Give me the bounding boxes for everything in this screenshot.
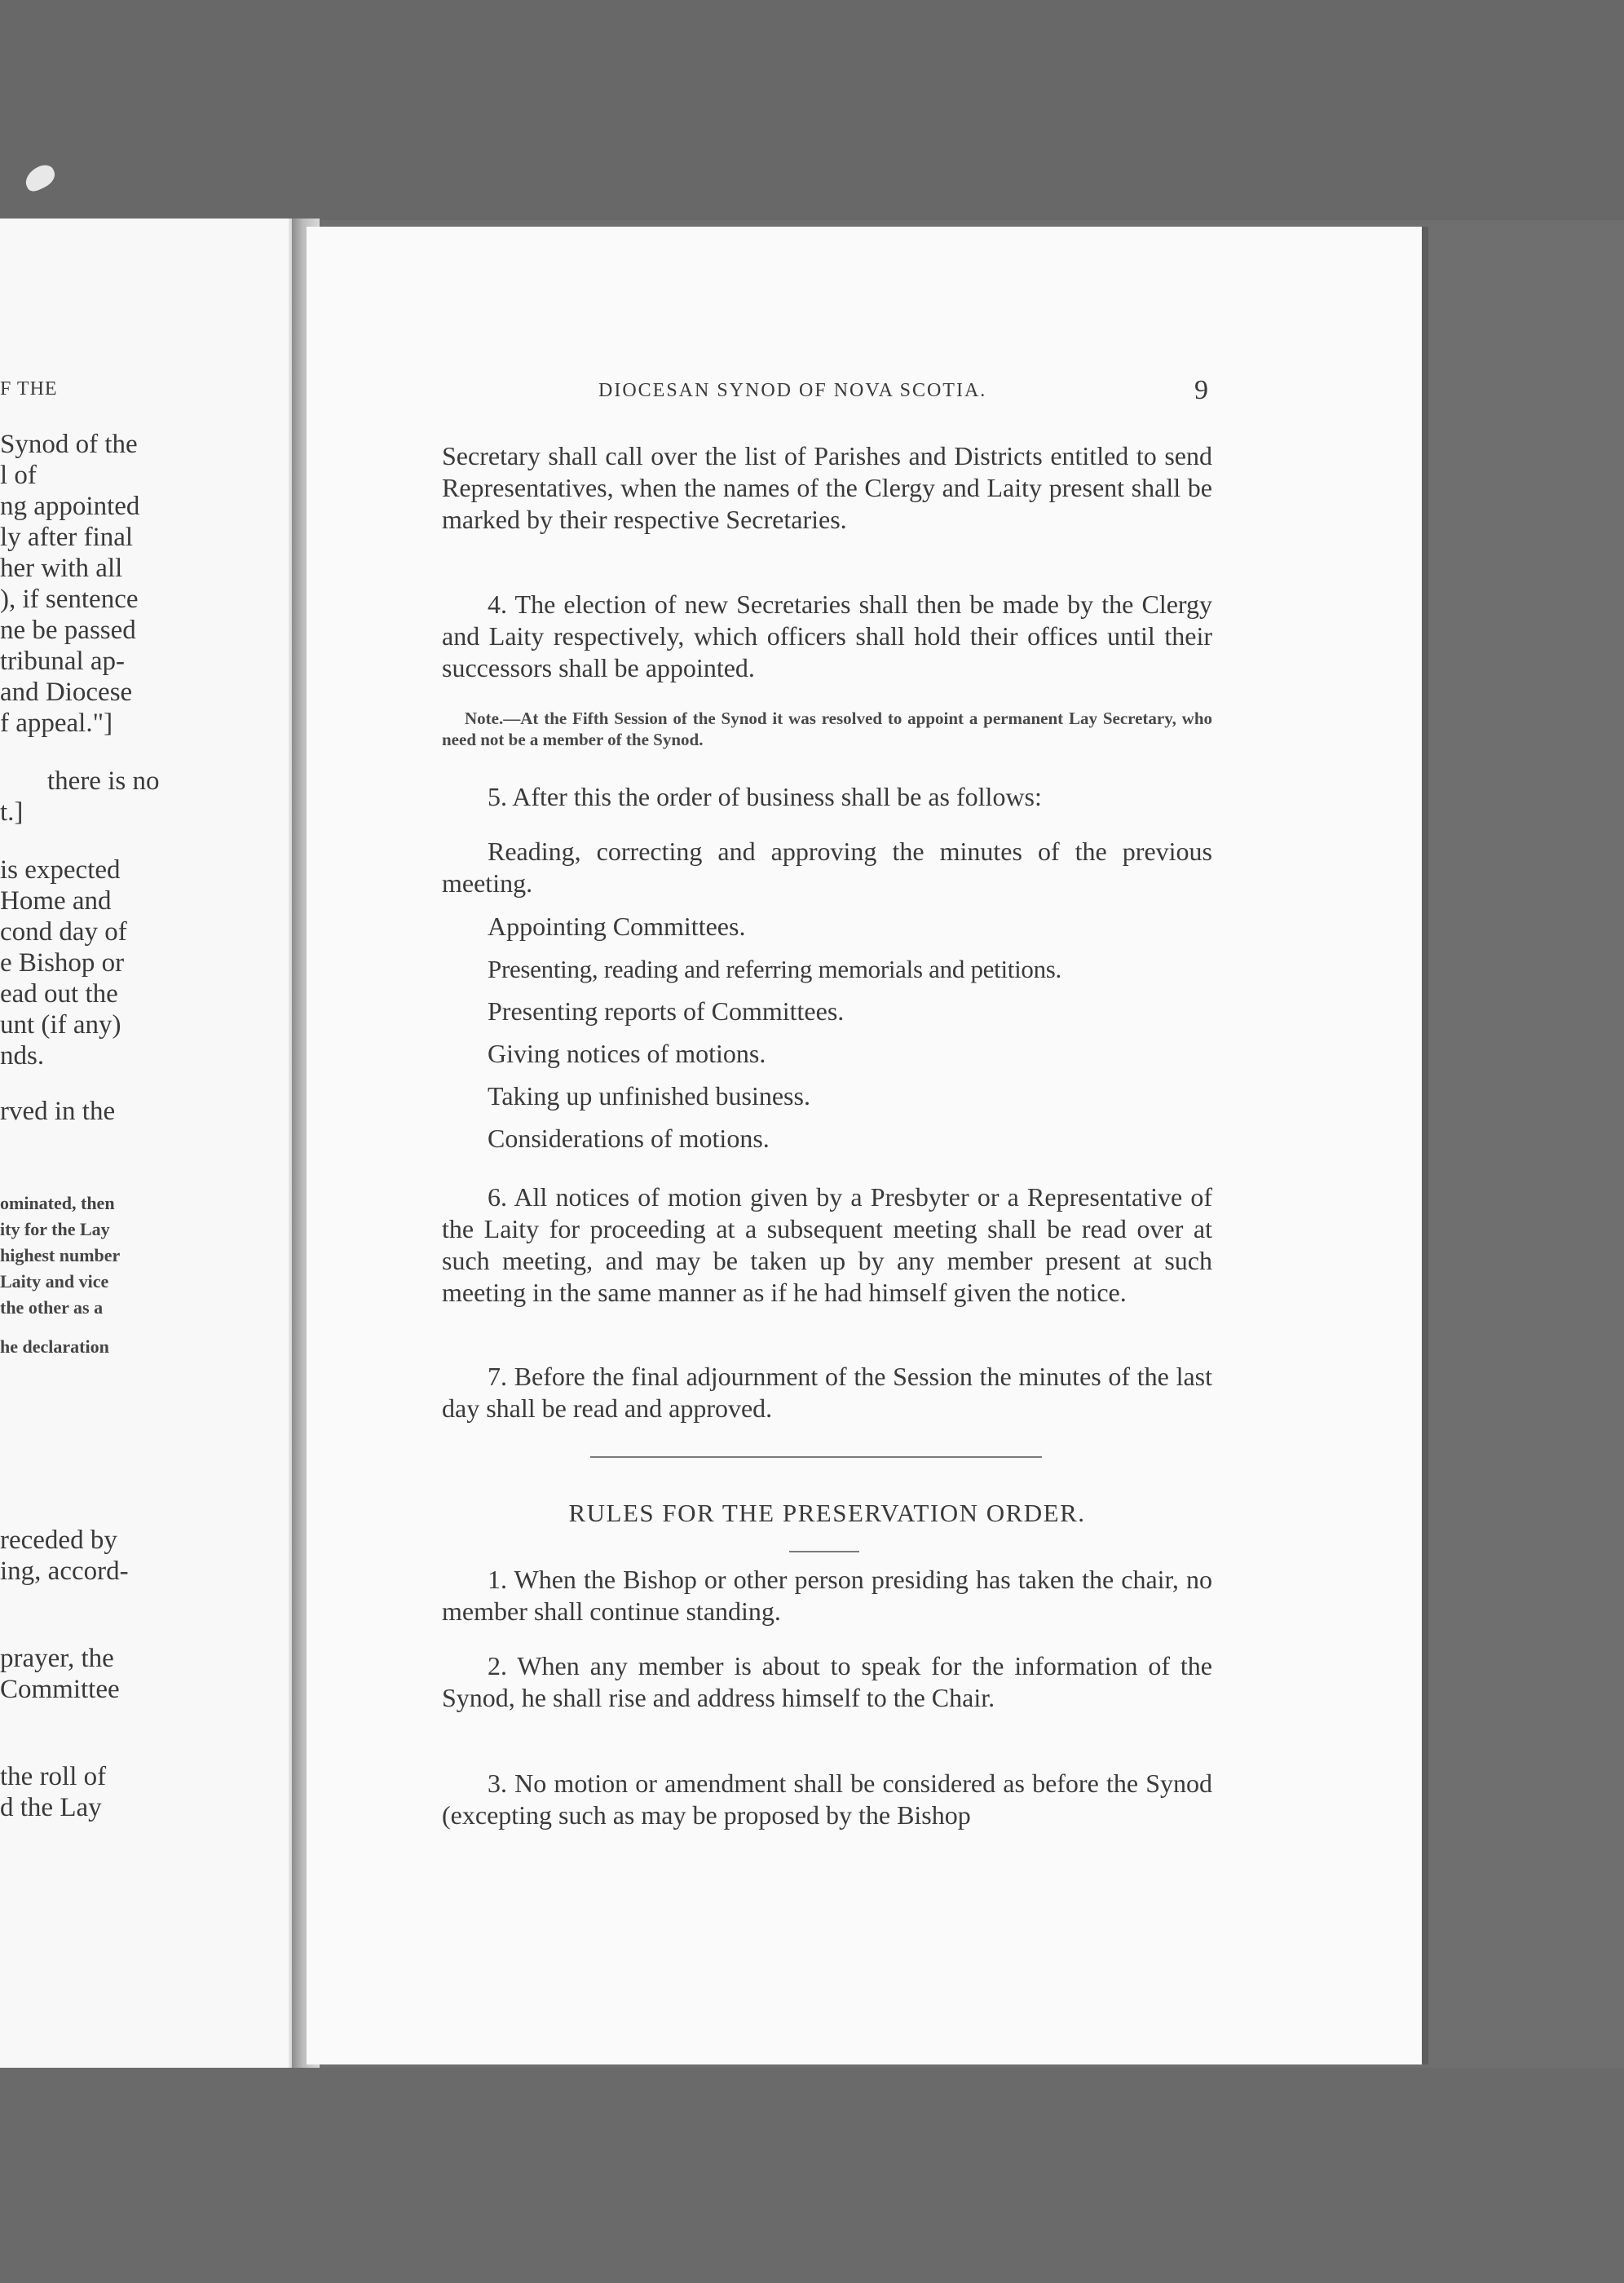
paragraph-text: Secretary shall call over the list of Parishes and Districts entitled to send Representatives, when the names of the Clergy and Laity present shall be marked by their respective Secretaries.: [442, 441, 1212, 534]
paragraph-continuation: [442, 440, 1212, 536]
scan-background-top: [0, 0, 1624, 220]
left-line: ne be passed: [0, 616, 136, 645]
left-footnote-line: ominated, then: [0, 1193, 115, 1213]
paragraph-6: [442, 1181, 1212, 1309]
business-list: [442, 836, 1212, 899]
left-line: there is no: [47, 766, 160, 796]
business-item: Reading, correcting and approving the minutes of the previous meeting.: [442, 837, 1212, 898]
left-line: ng appointed: [0, 492, 140, 521]
section-divider: [590, 1456, 1042, 1458]
running-head: DIOCESAN SYNOD OF NOVA SCOTIA.: [598, 380, 987, 401]
business-list-rest: [442, 911, 1212, 1155]
business-item: Giving notices of motions.: [488, 1039, 766, 1068]
business-item: Taking up unfinished business.: [488, 1081, 810, 1111]
note-text: Note.—At the Fifth Session of the Synod it was resolved to appoint a permanent Lay Secretary, who need not be a member of the Synod.: [442, 709, 1212, 749]
business-item: Presenting, reading and referring memorials and petitions.: [488, 955, 1062, 983]
left-line: cond day of: [0, 917, 127, 947]
paragraph-text: 1. When the Bishop or other person presiding has taken the chair, no member shall continue standing.: [442, 1565, 1212, 1626]
paragraph-text: 4. The election of new Secretaries shall then be made by the Clergy and Laity respectively, which officers shall hold their offices until their successors shall be appointed.: [442, 590, 1212, 682]
left-line: prayer, the: [0, 1644, 114, 1673]
paragraph-text: 2. When any member is about to speak for the information of the Synod, he shall rise and address himself to the Chair.: [442, 1651, 1212, 1712]
paragraph-4: [442, 589, 1212, 684]
business-item: Considerations of motions.: [488, 1124, 770, 1153]
left-footnote-line: highest number: [0, 1245, 121, 1265]
left-line: ly after final: [0, 523, 134, 552]
paragraph-text: 7. Before the final adjournment of the Session the minutes of the last day shall be read and approved.: [442, 1362, 1212, 1423]
rule-3: [442, 1768, 1212, 1831]
left-line: and Diocese: [0, 678, 133, 707]
paragraph-text: 6. All notices of motion given by a Presbyter or a Representative of the Laity for proceeding at a subsequent meeting shall be read over at such meeting, and may be taken up by any member present at such meeting in the same manner as if he had himself given the notice.: [442, 1182, 1212, 1307]
left-line: unt (if any): [0, 1010, 121, 1040]
left-line: rved in the: [0, 1097, 116, 1126]
note: [442, 708, 1212, 750]
rule-2: [442, 1650, 1212, 1714]
left-line: Synod of the: [0, 430, 138, 459]
section-title: RULES FOR THE PRESERVATION ORDER.: [568, 1499, 1086, 1527]
left-footnote-line: he declaration: [0, 1336, 109, 1357]
left-line: nds.: [0, 1041, 45, 1071]
left-line: ing, accord-: [0, 1557, 129, 1586]
left-line: receded by: [0, 1526, 117, 1555]
left-running-head: F THE: [0, 378, 58, 400]
left-line: d the Lay: [0, 1793, 102, 1822]
paragraph-7: [442, 1361, 1212, 1424]
left-line: e Bishop or: [0, 948, 125, 978]
title-underline: [789, 1551, 859, 1552]
paragraph-5: [442, 781, 1212, 813]
business-item: Appointing Committees.: [488, 912, 746, 941]
left-line: ead out the: [0, 979, 118, 1009]
left-line: t.]: [0, 797, 24, 827]
left-line: Home and: [0, 886, 112, 916]
rule-1: [442, 1564, 1212, 1627]
left-page: [0, 219, 300, 2068]
left-footnote-line: Laity and vice: [0, 1271, 109, 1292]
left-line: is expected: [0, 855, 121, 885]
left-footnote-line: the other as a: [0, 1297, 104, 1318]
right-page-edge: [1422, 227, 1428, 2064]
left-line: tribunal ap-: [0, 647, 126, 676]
business-item: Presenting reports of Committees.: [488, 996, 845, 1026]
left-line: Committee: [0, 1675, 120, 1704]
paragraph-text: 3. No motion or amendment shall be considered as before the Synod (excepting such as may be proposed by the Bishop: [442, 1769, 1212, 1830]
left-line: the roll of: [0, 1762, 107, 1791]
paragraph-text: 5. After this the order of business shall be as follows:: [488, 782, 1042, 811]
page-number: 9: [1194, 375, 1208, 405]
left-footnote-line: ity for the Lay: [0, 1219, 110, 1239]
left-line: l of: [0, 461, 37, 490]
scan-background-bottom: [0, 2068, 1624, 2283]
left-line: ), if sentence: [0, 585, 139, 614]
left-line: f appeal."]: [0, 709, 113, 738]
left-line: her with all: [0, 554, 123, 583]
